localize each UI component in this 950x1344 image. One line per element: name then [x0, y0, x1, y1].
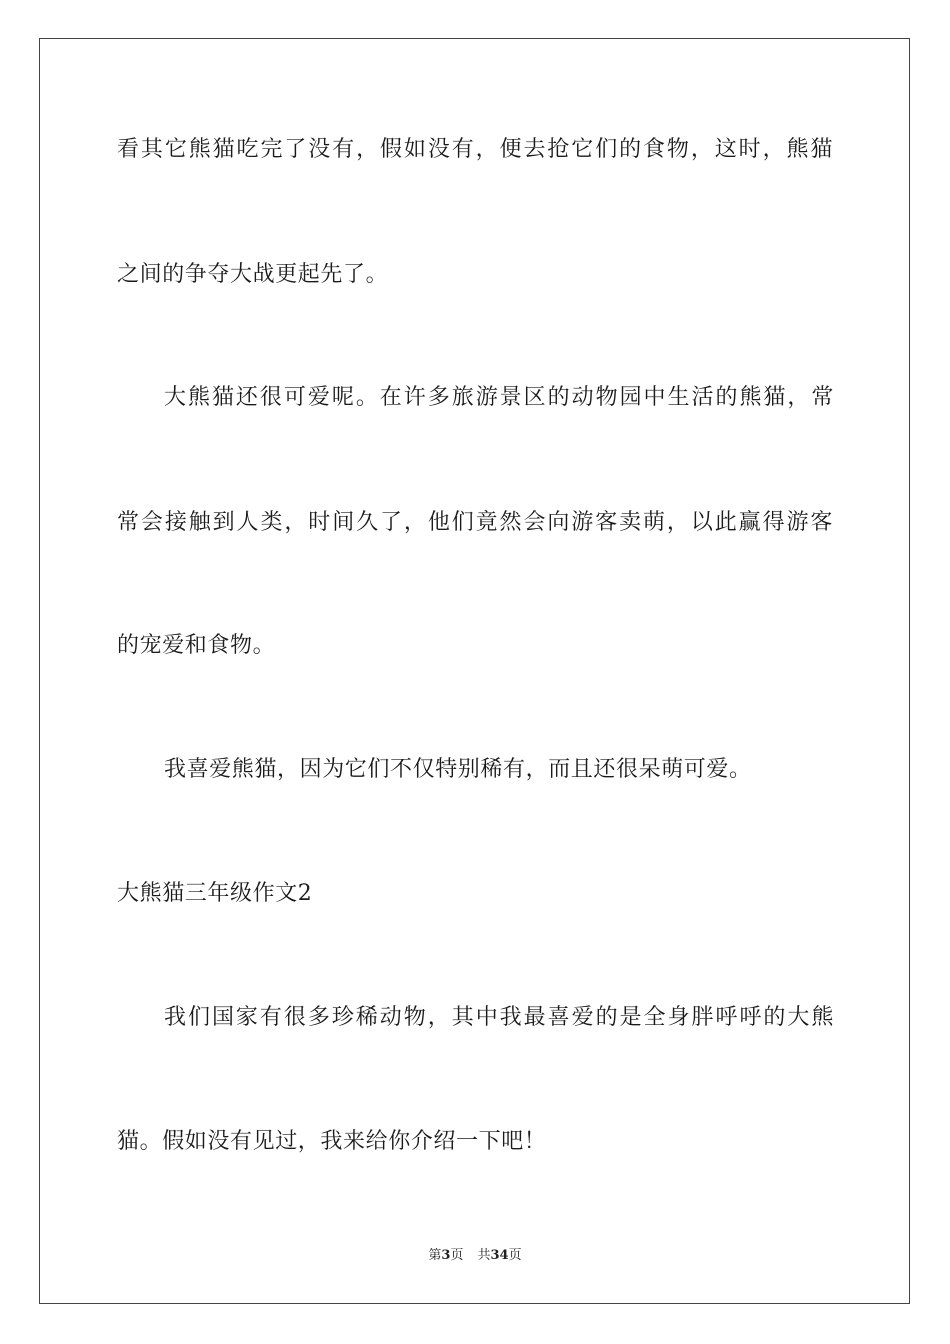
footer-total-suffix: 页 — [508, 1248, 522, 1263]
footer-page-suffix: 页 — [450, 1248, 464, 1263]
page-footer — [0, 1247, 950, 1265]
footer-page-prefix: 第 — [428, 1248, 442, 1263]
text-line-4: 常会接触到人类，时间久了，他们竟然会向游客卖萌，以此赢得游客 — [117, 510, 833, 535]
footer-total-prefix: 共 — [477, 1248, 491, 1263]
text-line-3: 大熊猫还很可爱呢。在许多旅游景区的动物园中生活的熊猫，常 — [164, 385, 834, 410]
text-line-2: 之间的争夺大战更起先了。 — [117, 262, 389, 287]
page-border — [39, 38, 910, 1304]
text-line-5: 的宠爱和食物。 — [117, 633, 276, 658]
footer-total-pages: 34 — [490, 1248, 509, 1263]
text-line-8: 我们国家有很多珍稀动物，其中我最喜爱的是全身胖呼呼的大熊 — [164, 1005, 834, 1030]
text-line-9: 猫。假如没有见过，我来给你介绍一下吧！ — [117, 1129, 547, 1154]
text-line-1: 看其它熊猫吃完了没有，假如没有，便去抢它们的食物，这时，熊猫 — [117, 137, 833, 162]
section-heading: 大熊猫三年级作文2 — [117, 881, 313, 906]
text-line-6: 我喜爱熊猫，因为它们不仅特别稀有，而且还很呆萌可爱。 — [164, 757, 752, 782]
footer-page-number: 3 — [441, 1248, 451, 1263]
